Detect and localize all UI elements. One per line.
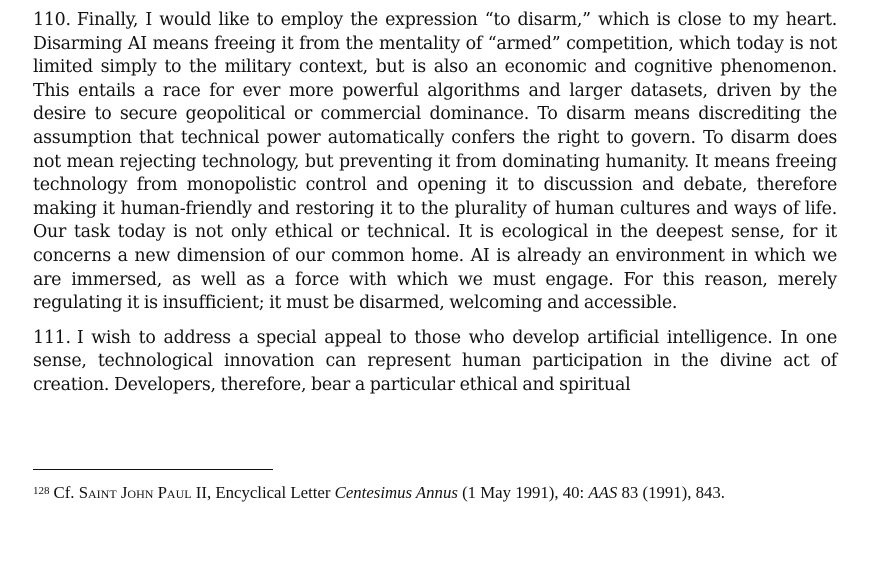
document-body	[33, 9, 837, 398]
paragraph-111	[33, 327, 837, 398]
paragraph-text: I wish to address a special appeal to those who develop artificial intelligence. In one sense, technological innovation can represent human participation in the divine act of creation. Developers, therefore, bear a particular ethical and spiritual	[33, 327, 837, 395]
footnote-doc-type: , Encyclical Letter	[206, 483, 331, 502]
footnote-author: Saint John Paul II	[78, 483, 207, 502]
footnote-separator	[33, 469, 273, 470]
paragraph-number: 110.	[33, 10, 71, 30]
paragraph-text: Finally, I would like to employ the expression “to disarm,” which is close to my heart. Disarming AI means freeing it from the mentality of “armed” competition, which today is not limited simply to the military context, but is also an economic and cognitive phenomenon. This entails a race for ever more powerful algorithms and larger datasets, driven by the desire to secure geopolitical or commercial dominance. To disarm means discrediting the assumption that technical power automatically confers the right to govern. To disarm does not mean rejecting technology, but preventing it from dominating humanity. It means freeing technology from monopolistic control and opening it to discussion and debate, therefore making it human-friendly and restoring it to the plurality of human cultures and ways of life. Our task today is not only ethical or technical. It is ecological in the deepest sense, for it concerns a new dimension of our common home. AI is already an environment in which we are immersed, as well as a force with which we must engage. For this reason, merely regulating it is insufficient; it must be disarmed, welcoming and accessible.	[33, 10, 837, 314]
footnote-date-section: (1 May 1991), 40:	[462, 483, 585, 502]
footnote-marker: 128	[33, 485, 50, 497]
footnote-journal: AAS	[588, 483, 618, 502]
paragraph-number: 111.	[33, 327, 71, 348]
footnote-citation: 83 (1991), 843.	[621, 483, 725, 502]
paragraph-110	[33, 9, 837, 316]
footnote-128	[33, 481, 853, 503]
footnote-title: Centesimus Annus	[334, 483, 458, 502]
footnote-prefix: Cf.	[53, 483, 75, 502]
